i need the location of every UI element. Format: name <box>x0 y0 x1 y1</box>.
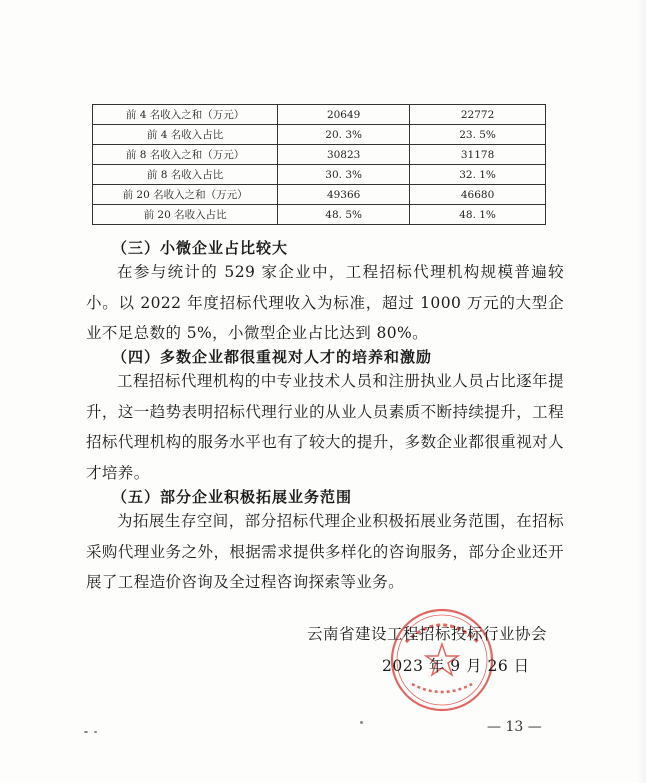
section-heading-3: （三）小微企业占比较大 <box>112 239 289 257</box>
value-2022-cell: 49366 <box>278 185 410 205</box>
scan-edge-shadow <box>636 0 646 783</box>
signature-organization: 云南省建设工程招标投标行业协会 <box>307 625 548 643</box>
page-number: — 13 — <box>487 719 542 735</box>
table-row <box>93 165 546 185</box>
value-2022-cell: 20649 <box>278 105 410 125</box>
table-row <box>93 205 546 225</box>
table-row <box>93 125 546 145</box>
row-label-cell: 前 4 名收入之和（万元） <box>93 105 278 125</box>
value-2022-cell: 30823 <box>278 145 410 165</box>
value-2023-cell: 48. 1% <box>410 205 546 225</box>
signature-date: 2023 年 9 月 26 日 <box>382 657 530 675</box>
value-2023-cell: 46680 <box>410 185 546 205</box>
value-2023-cell: 22772 <box>410 105 546 125</box>
row-label-cell: 前 8 名收入之和（万元） <box>93 145 278 165</box>
row-label-cell: 前 20 名收入之和（万元） <box>93 185 278 205</box>
scan-speck <box>360 721 363 724</box>
section-heading-5: （五）部分企业积极拓展业务范围 <box>112 488 353 506</box>
income-table-body <box>93 105 546 225</box>
section-paragraph-5: 为拓展生存空间，部分招标代理企业积极拓展业务范围，在招标采购代理业务之外，根据需求提供多样化的咨询服务，部分企业还开展了工程造价咨询及全过程咨询探索等业务。 <box>86 512 564 591</box>
section-paragraph-3: 在参与统计的 529 家企业中，工程招标代理机构规模普遍较小。以 2022 年度招标代理收入为标准，超过 1000 万元的大型企业不足总数的 5%，小微型企业占比达到 80%。 <box>86 263 564 342</box>
row-label-cell: 前 8 名收入占比 <box>93 165 278 185</box>
section-heading-4: （四）多数企业都很重视对人才的培养和激励 <box>112 348 433 366</box>
value-2022-cell: 30. 3% <box>278 165 410 185</box>
value-2023-cell: 32. 1% <box>410 165 546 185</box>
value-2023-cell: 23. 5% <box>410 125 546 145</box>
income-table <box>92 104 546 225</box>
row-label-cell: 前 20 名收入占比 <box>93 205 278 225</box>
section-paragraph-4: 工程招标代理机构的中专业技术人员和注册执业人员占比逐年提升，这一趋势表明招标代理行业的从业人员素质不断持续提升，工程招标代理机构的服务水平也有了较大的提升，多数企业都很重视对人才培养。 <box>86 372 564 482</box>
table-row <box>93 145 546 165</box>
value-2023-cell: 31178 <box>410 145 546 165</box>
table-row <box>93 185 546 205</box>
table-row <box>93 105 546 125</box>
seal-bottom-lettering <box>412 684 472 692</box>
row-label-cell: 前 4 名收入占比 <box>93 125 278 145</box>
scan-speck <box>94 731 97 733</box>
value-2022-cell: 20. 3% <box>278 125 410 145</box>
value-2022-cell: 48. 5% <box>278 205 410 225</box>
scan-speck <box>84 731 88 733</box>
